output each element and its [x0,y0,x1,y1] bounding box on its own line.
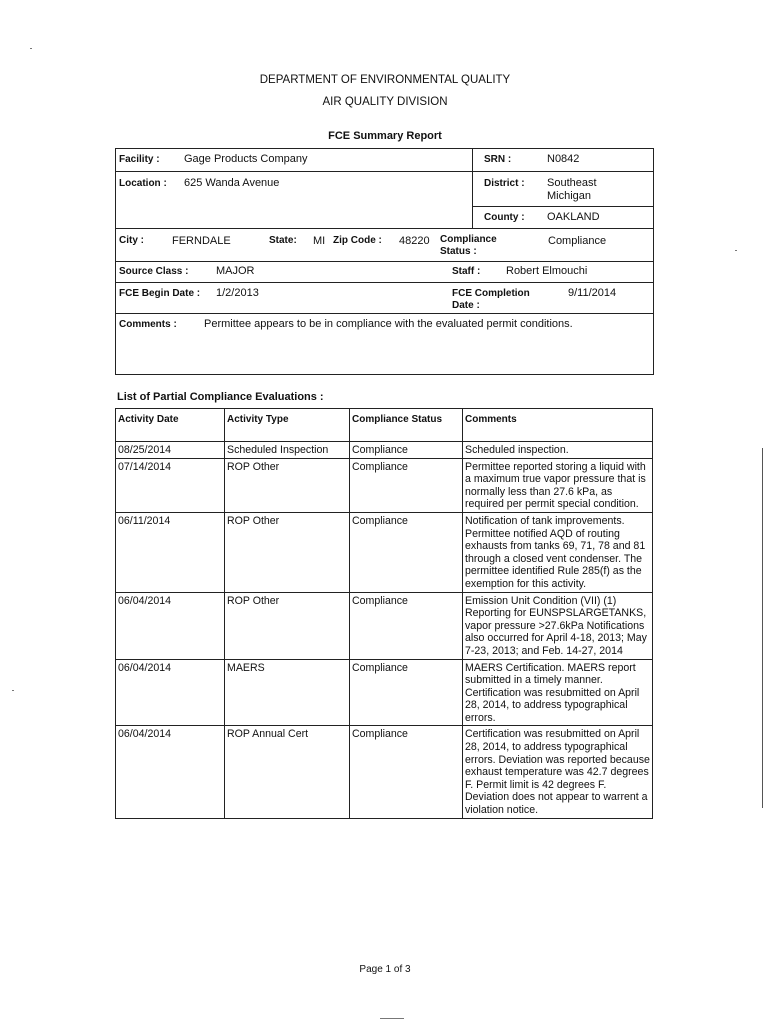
compliance-status-cell: Compliance [350,442,463,459]
pce-table [115,408,653,819]
activity-date-cell: 06/11/2014 [116,512,225,592]
zip-value: 48220 [399,235,430,247]
comments-cell: Certification was resubmitted on April 28, 2014, to address typographical errors. Deviation was reported because exhaust temperature was 42.7 degrees F. Permit limit is 42 degrees F. Deviation does not appear to warrent a violation notice. [463,726,653,818]
report-title: FCE Summary Report [328,130,442,142]
fce-completion-value: 9/11/2014 [568,287,617,299]
activity-type-cell: ROP Other [225,512,350,592]
activity-date-cell: 06/04/2014 [116,592,225,659]
state-label: State: [269,235,297,246]
activity-date-cell: 06/04/2014 [116,726,225,818]
activity-type-cell: ROP Other [225,592,350,659]
pce-header-row [116,409,653,442]
table-row [116,442,653,459]
scan-speck [380,1018,404,1019]
fce-completion-label-2: Date : [452,300,480,311]
scan-speck [30,48,32,49]
pce-title: List of Partial Compliance Evaluations : [117,391,324,403]
comments-value: Permittee appears to be in compliance with the evaluated permit conditions. [204,318,573,330]
scan-edge-line [762,448,763,808]
source-class-label: Source Class : [119,266,189,277]
scan-speck [12,690,14,691]
city-row [116,229,653,262]
activity-type-cell: ROP Annual Cert [225,726,350,818]
county-value: OAKLAND [547,211,600,223]
fce-begin-label: FCE Begin Date : [119,288,201,299]
comments-row [116,314,653,375]
compliance-status-cell: Compliance [350,659,463,726]
table-row [116,512,653,592]
table-row [116,458,653,512]
division-title: AIR QUALITY DIVISION [322,96,448,108]
table-row [116,726,653,818]
fce-dates-row [116,283,653,314]
table-row [116,659,653,726]
comments-cell: Notification of tank improvements. Permittee notified AQD of routing exhausts from tanks 69, 71, 78 and 81 through a closed vent condenser. The permittee identified Rule 285(f) as the exemption for this activity. [463,512,653,592]
facility-row [116,149,653,172]
compliance-status-label-2: Status : [440,246,477,257]
activity-date-cell: 08/25/2014 [116,442,225,459]
location-value: 625 Wanda Avenue [184,177,280,189]
location-row [116,172,653,229]
source-class-value: MAJOR [216,265,255,277]
department-title: DEPARTMENT OF ENVIRONMENTAL QUALITY [259,74,511,86]
compliance-status-cell: Compliance [350,726,463,818]
activity-type-cell: Scheduled Inspection [225,442,350,459]
activity-date-cell: 06/04/2014 [116,659,225,726]
staff-value: Robert Elmouchi [506,265,588,277]
county-label: County : [484,212,525,223]
state-value: MI [313,235,326,247]
scan-speck [735,250,737,251]
compliance-status-value: Compliance [548,235,607,247]
comments-cell: Scheduled inspection. [463,442,653,459]
district-line2: Michigan [547,190,592,202]
facility-label: Facility : [119,154,160,165]
fce-summary-box [115,148,654,375]
col-activity-type: Activity Type [225,409,350,442]
comments-cell: Permittee reported storing a liquid with a maximum true vapor pressure that is normally less than 27.6 kPa, as required per permit special condition. [463,458,653,512]
staff-label: Staff : [452,266,481,277]
srn-label: SRN : [484,154,512,165]
table-row [116,592,653,659]
comments-cell: Emission Unit Condition (VII) (1) Reporting for EUNSPSLARGETANKS, vapor pressure >27.6kPa Notifications also occurred for April 4-18, 2013; May 7-23, 2013; and Feb. 14-27, 2014 [463,592,653,659]
comments-label: Comments : [119,319,177,330]
city-value: FERNDALE [172,235,231,247]
zip-label: Zip Code : [333,235,382,246]
compliance-status-cell: Compliance [350,512,463,592]
district-label: District : [484,178,525,189]
location-label: Location : [119,178,167,189]
activity-date-cell: 07/14/2014 [116,458,225,512]
district-line1: Southeast [547,177,597,189]
col-comments: Comments [463,409,653,442]
compliance-status-cell: Compliance [350,458,463,512]
city-label: City : [119,235,144,246]
srn-value: N0842 [547,153,580,165]
activity-type-cell: MAERS [225,659,350,726]
col-activity-date: Activity Date [116,409,225,442]
page-number: Page 1 of 3 [359,964,411,975]
compliance-status-label-1: Compliance [440,234,497,245]
fce-completion-label-1: FCE Completion [452,288,530,299]
comments-cell: MAERS Certification. MAERS report submitted in a timely manner. Certification was resubmitted on April 28, 2014, to address typographical errors. [463,659,653,726]
compliance-status-cell: Compliance [350,592,463,659]
activity-type-cell: ROP Other [225,458,350,512]
col-compliance-status: Compliance Status [350,409,463,442]
facility-value: Gage Products Company [184,153,308,165]
source-class-row [116,262,653,283]
fce-begin-value: 1/2/2013 [216,287,259,299]
